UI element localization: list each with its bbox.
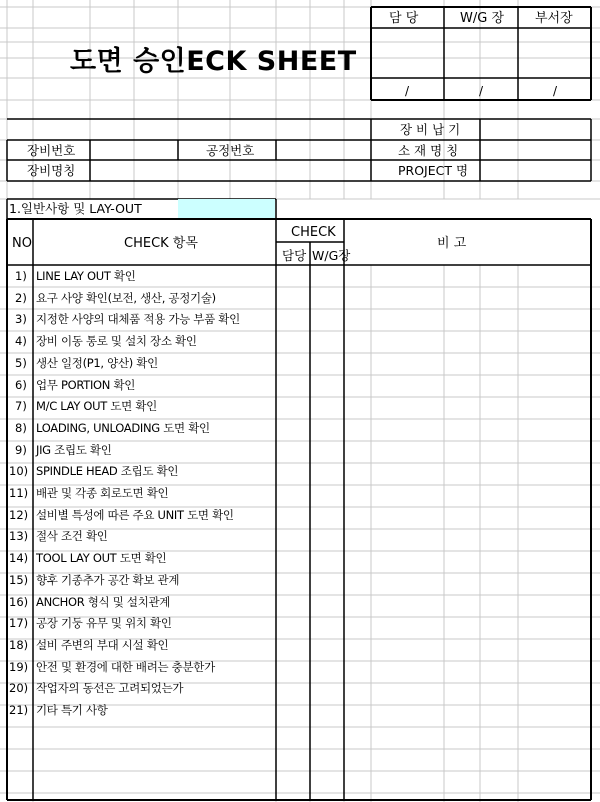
approval-date-person: / <box>405 84 410 98</box>
item-text: 설비별 특성에 따른 주요 UNIT 도면 확인 <box>36 508 234 522</box>
item-number: 21) <box>9 703 29 717</box>
item-text: 공장 기둥 유무 및 위치 확인 <box>36 616 172 630</box>
item-number: 10) <box>9 464 29 478</box>
material-name-label: 소 재 명 칭 <box>398 143 459 158</box>
item-text: 기타 특기 사항 <box>36 703 108 717</box>
approval-header-person: 담 당 <box>389 11 419 26</box>
item-number: 11) <box>9 486 29 500</box>
header-no: NO <box>12 236 32 251</box>
page-title: 도면 승인ECK SHEET <box>70 46 357 77</box>
item-number: 14) <box>9 551 29 565</box>
item-number: 2) <box>15 291 27 305</box>
item-text: LINE LAY OUT 확인 <box>36 269 136 283</box>
item-number: 12) <box>9 508 29 522</box>
item-number: 5) <box>15 356 27 370</box>
item-number: 19) <box>9 660 29 674</box>
item-number: 13) <box>9 529 29 543</box>
item-number: 17) <box>9 616 29 630</box>
item-text: 설비 주변의 부대 시설 확인 <box>36 638 169 652</box>
item-number: 4) <box>15 334 27 348</box>
header-check-person: 담당 <box>282 248 307 263</box>
item-text: M/C LAY OUT 도면 확인 <box>36 399 157 413</box>
item-text: 절삭 조건 확인 <box>36 529 108 543</box>
item-text: 배관 및 각종 회로도면 확인 <box>36 486 169 500</box>
item-number: 8) <box>15 421 27 435</box>
approval-header-dept: 부서장 <box>535 11 573 26</box>
delivery-label: 장 비 납 기 <box>400 122 461 137</box>
header-check: CHECK <box>291 225 336 240</box>
item-text: 안전 및 환경에 대한 배려는 충분한가 <box>36 660 215 674</box>
item-text: JIG 조립도 확인 <box>36 443 112 457</box>
item-number: 18) <box>9 638 29 652</box>
item-text: SPINDLE HEAD 조립도 확인 <box>36 464 179 478</box>
item-text: LOADING, UNLOADING 도면 확인 <box>36 421 210 435</box>
equipment-name-label: 장비명칭 <box>27 163 76 178</box>
item-number: 20) <box>9 681 29 695</box>
item-number: 6) <box>15 378 27 392</box>
section-title: 1.일반사항 및 LAY-OUT <box>9 201 142 216</box>
header-check-wg: W/G장 <box>312 248 351 263</box>
item-text: 지정한 사양의 대체품 적용 가능 부품 확인 <box>36 312 240 326</box>
item-number: 3) <box>15 312 27 326</box>
item-text: ANCHOR 형식 및 설치관계 <box>36 595 171 609</box>
item-number: 15) <box>9 573 29 587</box>
item-text: 장비 이동 통로 및 설치 장소 확인 <box>36 334 197 348</box>
process-no-label: 공정번호 <box>206 143 255 158</box>
item-text: 요구 사양 확인(보전, 생산, 공정기술) <box>36 291 216 305</box>
approval-date-wg: / <box>479 84 484 98</box>
header-remarks: 비 고 <box>437 236 467 251</box>
item-text: 생산 일정(P1, 양산) 확인 <box>36 356 158 370</box>
project-label: PROJECT 명 <box>398 163 469 178</box>
item-text: TOOL LAY OUT 도면 확인 <box>36 551 167 565</box>
item-number: 16) <box>9 595 29 609</box>
item-text: 업무 PORTION 확인 <box>36 378 136 392</box>
item-text: 향후 기종추가 공간 확보 관계 <box>36 573 180 587</box>
header-check-item: CHECK 항목 <box>124 236 198 251</box>
approval-header-wg: W/G 장 <box>460 11 504 26</box>
approval-date-dept: / <box>553 84 558 98</box>
item-number: 7) <box>15 399 27 413</box>
equipment-no-label: 장비번호 <box>27 143 76 158</box>
item-text: 작업자의 동선은 고려되었는가 <box>36 681 184 695</box>
item-number: 9) <box>15 443 27 457</box>
item-number: 1) <box>15 269 27 283</box>
section-highlight <box>178 199 275 218</box>
